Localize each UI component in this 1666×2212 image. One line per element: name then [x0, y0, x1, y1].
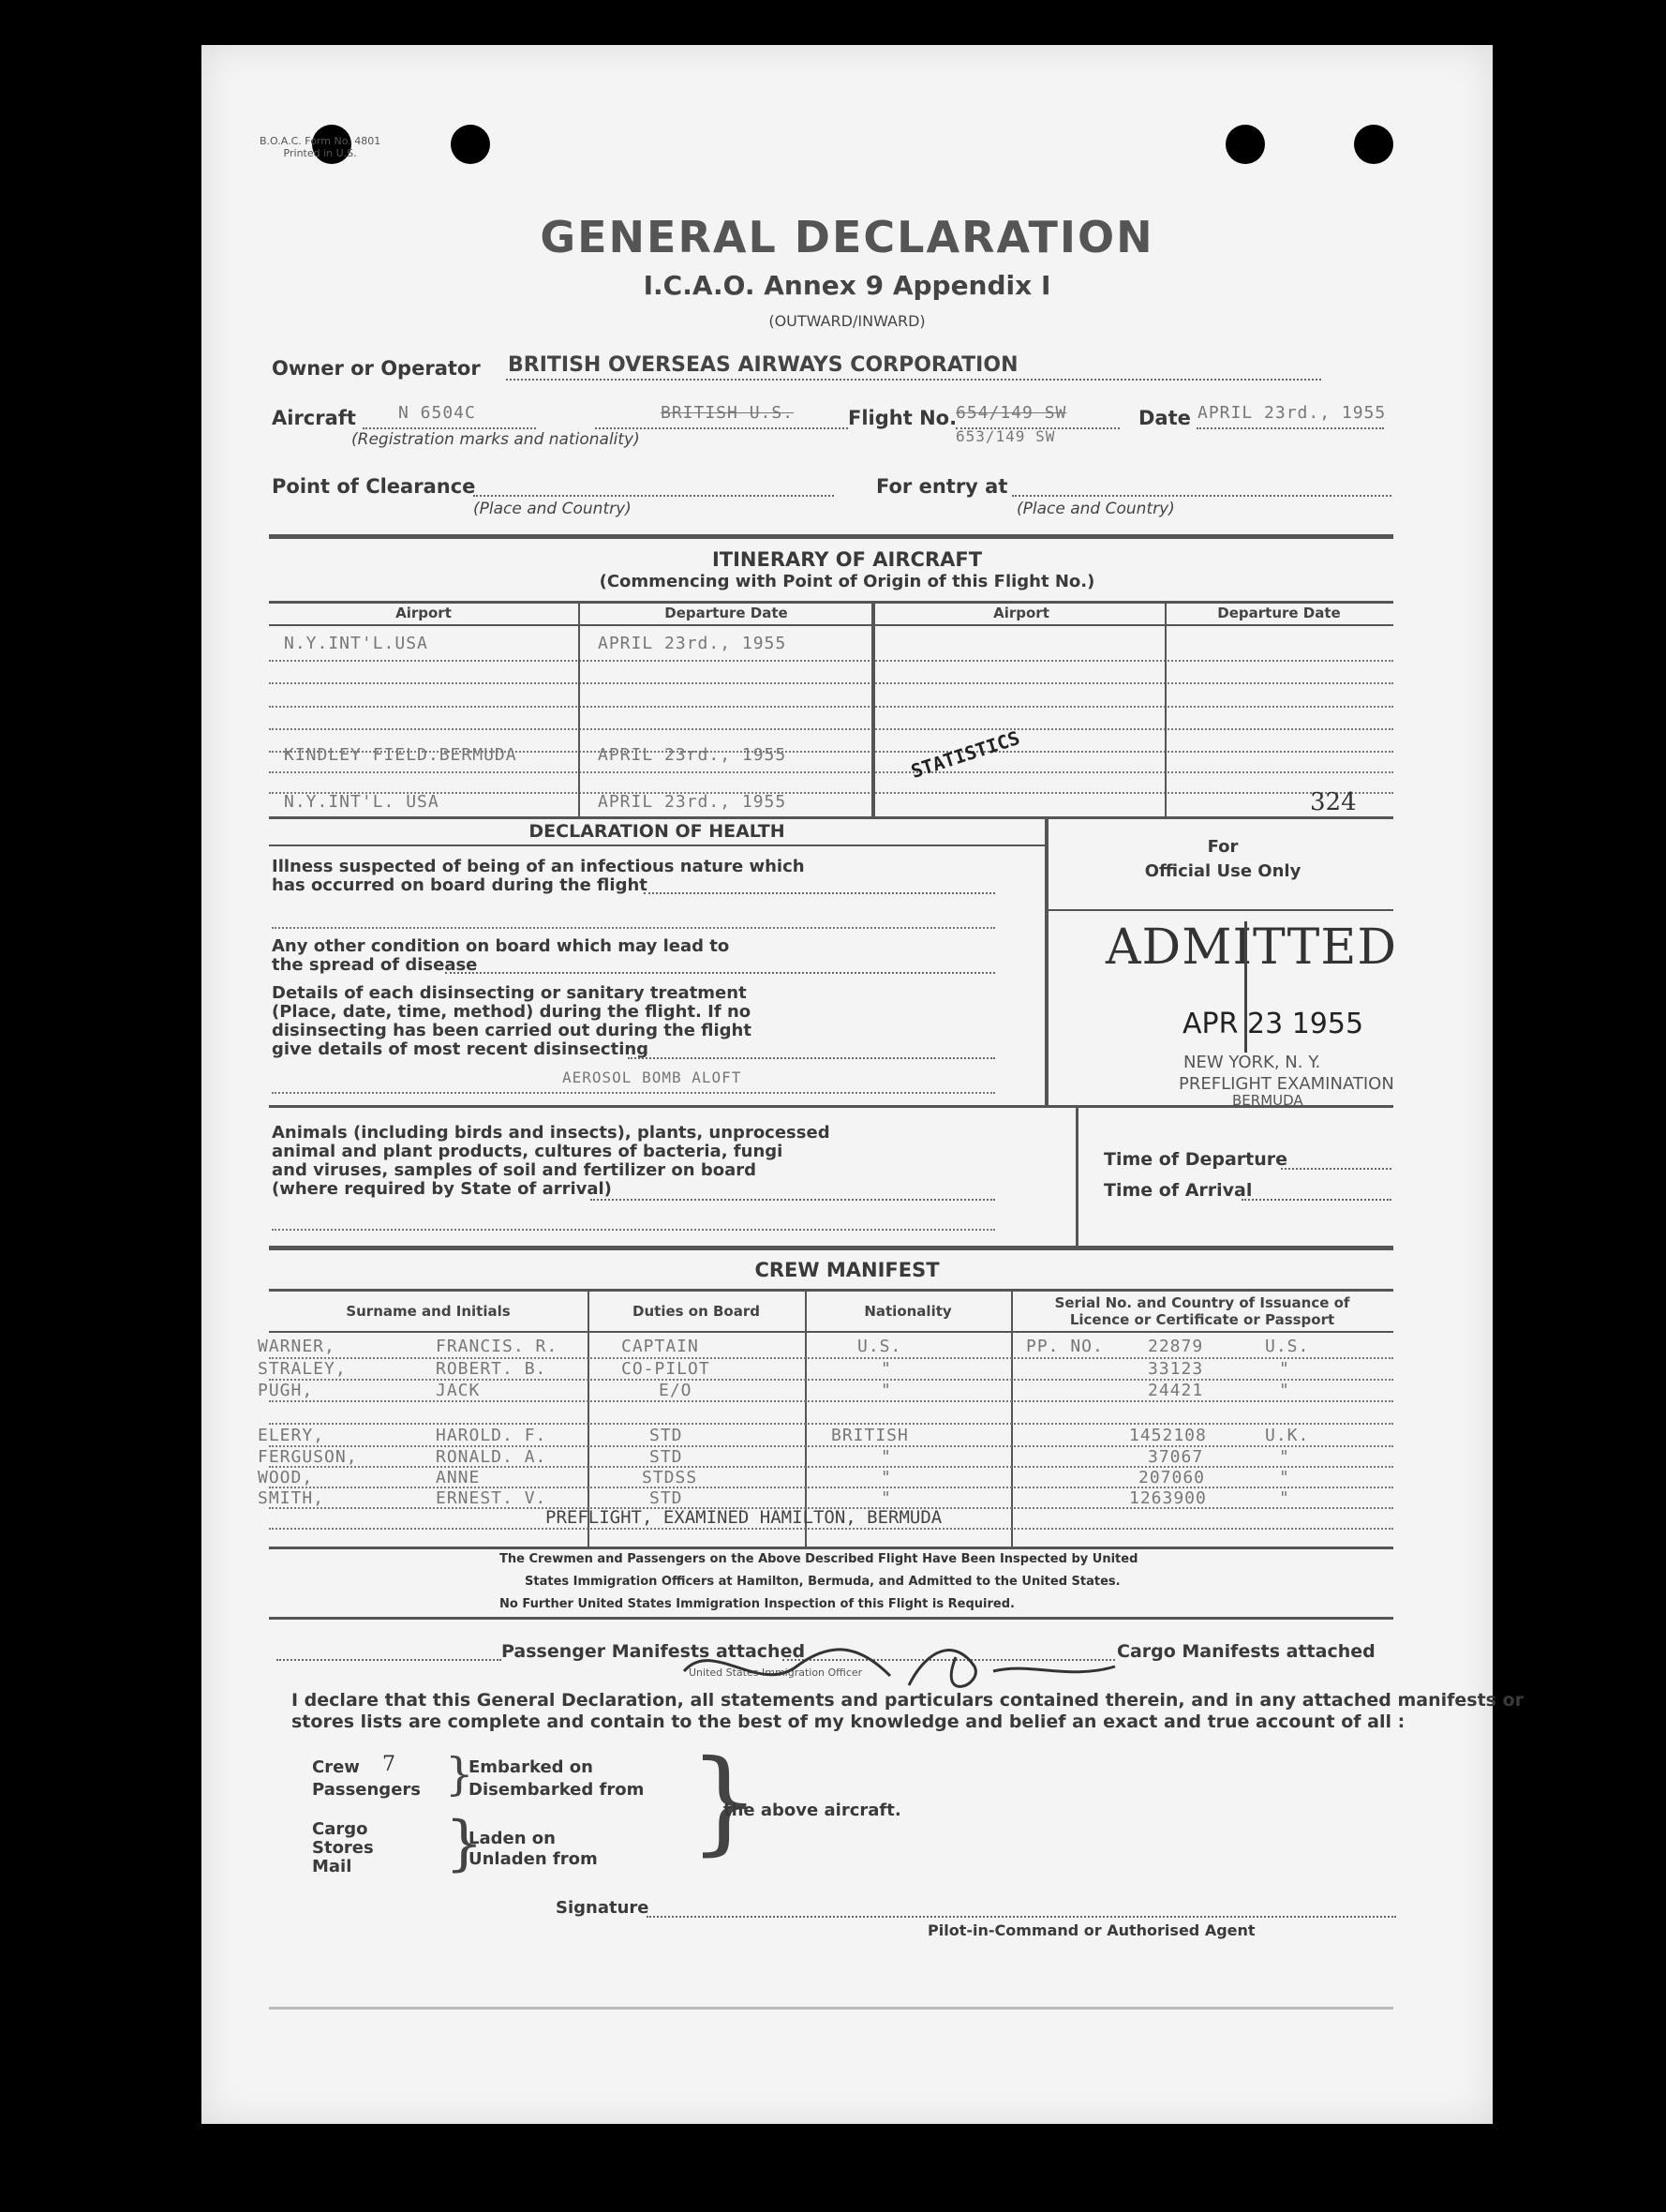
- crew-nationality: BRITISH: [831, 1426, 909, 1445]
- stores-label: Stores: [312, 1838, 374, 1858]
- crew-country: ": [1279, 1468, 1290, 1487]
- admitted-city: NEW YORK, N. Y.: [1183, 1053, 1321, 1072]
- flight-label: Flight No.: [848, 407, 958, 429]
- crew-country: ": [1279, 1488, 1290, 1508]
- aircraft-label: Aircraft: [272, 407, 356, 429]
- crew-country: ": [1279, 1359, 1290, 1379]
- signature-label: Signature: [556, 1898, 649, 1918]
- preflight-stamp: PREFLIGHT, EXAMINED HAMILTON, BERMUDA: [545, 1507, 943, 1528]
- health-q1-line2: has occurred on board during the flight: [272, 875, 647, 895]
- crew-duty: E/O: [659, 1381, 692, 1400]
- flight-number-struck: 654/149 SW: [956, 403, 1067, 423]
- declaration-line2: stores lists are complete and contain to the best of my knowledge and belief an exact and true account of all :: [291, 1711, 1406, 1732]
- crew-nationality: ": [881, 1381, 892, 1400]
- crew-duty: STDSS: [642, 1468, 698, 1487]
- health-q2: [272, 937, 729, 975]
- crew-given-name: RONALD. A.: [436, 1447, 547, 1467]
- health-q4-line4: (where required by State of arrival): [272, 1179, 612, 1199]
- crew-duty: CAPTAIN: [621, 1337, 699, 1356]
- health-q4-line3: and viruses, samples of soil and fertilizer on board: [272, 1160, 757, 1180]
- health-q4: [272, 1124, 830, 1199]
- signature-note: Pilot-in-Command or Authorised Agent: [928, 1921, 1256, 1939]
- crew-country: U.S.: [1265, 1337, 1310, 1356]
- large-brace-icon: }: [689, 1737, 761, 1867]
- inspection-line3: No Further United States Immigration Inspection of this Flight is Required.: [499, 1597, 1015, 1611]
- immigration-officer-label: United States Immigration Officer: [689, 1666, 863, 1679]
- col-serial-line1: Serial No. and Country of Issuance of: [1054, 1294, 1350, 1311]
- punch-hole: [1354, 125, 1393, 164]
- date-label: Date: [1138, 407, 1191, 429]
- crew-serial: 37067: [1148, 1447, 1204, 1467]
- admitted-place: BERMUDA: [1232, 1092, 1303, 1109]
- passenger-manifest-label: Passenger Manifests attached: [501, 1641, 806, 1662]
- crew-duty: STD: [649, 1426, 683, 1445]
- health-q1: [272, 858, 805, 895]
- crew-serial: 22879: [1148, 1337, 1204, 1356]
- crew-surname: PUGH,: [258, 1381, 314, 1400]
- itinerary-row-3-airport: N.Y.INT'L. USA: [284, 792, 439, 812]
- clearance-place-note: (Place and Country): [473, 500, 632, 518]
- itinerary-row-1-date: APRIL 23rd., 1955: [598, 634, 787, 653]
- col-airport-2: Airport: [993, 605, 1049, 621]
- form-number: [260, 135, 380, 159]
- printed-in-text: Printed in U.S.: [283, 147, 357, 159]
- owner-label: Owner or Operator: [272, 357, 481, 380]
- laden-label: Laden on: [469, 1829, 556, 1848]
- crew-given-name: ROBERT. B.: [436, 1359, 547, 1379]
- health-q3-line1: Details of each disinsecting or sanitary treatment: [272, 983, 747, 1003]
- crew-count: 7: [382, 1753, 395, 1776]
- entry-place-note: (Place and Country): [1017, 500, 1175, 518]
- crew-country: U.K.: [1265, 1426, 1310, 1445]
- declaration-form: [201, 45, 1525, 2124]
- itinerary-row-2-date: APRIL 23rd., 1955: [598, 745, 787, 765]
- col-surname: Surname and Initials: [346, 1303, 511, 1320]
- crew-given-name: HAROLD. F.: [436, 1426, 547, 1445]
- disinsecting-answer: AEROSOL BOMB ALOFT: [562, 1069, 742, 1086]
- crew-nationality: ": [881, 1488, 892, 1508]
- admitted-date: APR 23 1955: [1183, 1008, 1364, 1040]
- crew-manifest-title: CREW MANIFEST: [754, 1259, 940, 1281]
- owner-value: BRITISH OVERSEAS AIRWAYS CORPORATION: [508, 353, 1019, 377]
- disembarked-label: Disembarked from: [469, 1780, 645, 1800]
- crew-serial: 207060: [1138, 1468, 1206, 1487]
- crew-serial: 1452108: [1129, 1426, 1207, 1445]
- official-use-label: Official Use Only: [1144, 861, 1302, 881]
- form-title: GENERAL DECLARATION: [540, 212, 1154, 262]
- crew-surname: WOOD,: [258, 1468, 314, 1487]
- health-q3-line4: give details of most recent disinsecting: [272, 1039, 649, 1059]
- crew-nationality: U.S.: [857, 1337, 902, 1356]
- crew-surname: ELERY,: [258, 1426, 325, 1445]
- crew-serial-prefix: PP. NO.: [1026, 1337, 1104, 1356]
- inspection-line2: States Immigration Officers at Hamilton, Bermuda, and Admitted to the United States.: [525, 1575, 1121, 1589]
- col-serial-line2: Licence or Certificate or Passport: [1069, 1311, 1335, 1328]
- crew-given-name: ERNEST. V.: [436, 1488, 547, 1508]
- itinerary-row-1-airport: N.Y.INT'L.USA: [284, 634, 428, 653]
- health-q4-line2: animal and plant products, cultures of bacteria, fungi: [272, 1142, 783, 1161]
- punch-hole: [451, 125, 490, 164]
- health-q3: [272, 984, 751, 1059]
- cargo-manifest-label: Cargo Manifests attached: [1117, 1641, 1376, 1662]
- crew-serial: 33123: [1148, 1359, 1204, 1379]
- crew-nationality: ": [881, 1359, 892, 1379]
- crew-duty: STD: [649, 1488, 683, 1508]
- time-of-departure-label: Time of Departure: [1104, 1149, 1288, 1170]
- punch-hole: [1226, 125, 1265, 164]
- unladen-label: Unladen from: [469, 1849, 598, 1869]
- col-nationality: Nationality: [864, 1303, 952, 1320]
- aircraft-nationality: BRITISH U.S.: [661, 403, 795, 423]
- direction-note: (OUTWARD/INWARD): [768, 312, 926, 330]
- crew-nationality: ": [881, 1468, 892, 1487]
- crew-given-name: JACK: [436, 1381, 481, 1400]
- crew-serial: 24421: [1148, 1381, 1204, 1400]
- for-label: For: [1207, 837, 1239, 857]
- crew-given-name: ANNE: [436, 1468, 481, 1487]
- mail-label: Mail: [312, 1857, 352, 1876]
- crew-label: Crew: [312, 1757, 360, 1777]
- crew-serial: 1263900: [1129, 1488, 1207, 1508]
- col-duties: Duties on Board: [632, 1303, 760, 1320]
- health-title: DECLARATION OF HEALTH: [528, 821, 785, 842]
- health-q1-line1: Illness suspected of being of an infectious nature which: [272, 857, 805, 876]
- crew-surname: FERGUSON,: [258, 1447, 358, 1467]
- crew-duty: CO-PILOT: [621, 1359, 710, 1379]
- col-airport-1: Airport: [395, 605, 452, 621]
- time-of-arrival-label: Time of Arrival: [1104, 1180, 1253, 1201]
- itinerary-title: ITINERARY OF AIRCRAFT: [711, 548, 983, 571]
- crew-country: ": [1279, 1381, 1290, 1400]
- health-q3-line2: (Place, date, time, method) during the flight. If no: [272, 1002, 751, 1022]
- declaration-line1: I declare that this General Declaration, all statements and particulars contained therein, and in any attached manifests or: [291, 1690, 1525, 1711]
- registration-note: (Registration marks and nationality): [351, 430, 640, 449]
- point-of-clearance-label: Point of Clearance: [272, 475, 476, 498]
- brace-icon: }: [445, 1809, 483, 1878]
- cargo-label: Cargo: [312, 1819, 368, 1839]
- col-departure-1: Departure Date: [664, 605, 788, 621]
- date-value: APRIL 23rd., 1955: [1197, 403, 1387, 423]
- crew-surname: SMITH,: [258, 1488, 325, 1508]
- health-q2-line2: the spread of disease: [272, 955, 478, 975]
- crew-surname: WARNER,: [258, 1337, 335, 1356]
- aircraft-registration: N 6504C: [398, 403, 476, 423]
- the-above-aircraft-label: the above aircraft.: [723, 1801, 901, 1820]
- inspection-line1: The Crewmen and Passengers on the Above Described Flight Have Been Inspected by United: [499, 1552, 1138, 1566]
- crew-nationality: ": [881, 1447, 892, 1467]
- embarked-label: Embarked on: [469, 1757, 593, 1777]
- health-q4-line1: Animals (including birds and insects), plants, unprocessed: [272, 1123, 830, 1143]
- crew-given-name: FRANCIS. R.: [436, 1337, 558, 1356]
- col-serial: [1011, 1294, 1393, 1328]
- entry-at-label: For entry at: [876, 475, 1008, 498]
- flight-number: 653/149 SW: [956, 427, 1056, 445]
- passengers-label: Passengers: [312, 1780, 421, 1800]
- crew-duty: STD: [649, 1447, 683, 1467]
- itinerary-row-2-airport: KINDLEY FIELD.BERMUDA: [284, 745, 517, 765]
- col-departure-2: Departure Date: [1217, 605, 1341, 621]
- admitted-exam: PREFLIGHT EXAMINATION: [1179, 1074, 1394, 1094]
- health-q3-line3: disinsecting has been carried out during the flight: [272, 1021, 751, 1040]
- form-subtitle: I.C.A.O. Annex 9 Appendix I: [643, 270, 1051, 301]
- statistics-stamp: STATISTICS: [908, 725, 1023, 784]
- handwritten-number: 324: [1310, 788, 1357, 816]
- crew-country: ": [1279, 1447, 1290, 1467]
- itinerary-row-3-date: APRIL 23rd., 1955: [598, 792, 787, 812]
- health-q2-line1: Any other condition on board which may lead to: [272, 936, 730, 956]
- brace-icon: }: [445, 1748, 474, 1801]
- admitted-text: ADMITTED: [1106, 919, 1398, 976]
- crew-surname: STRALEY,: [258, 1359, 347, 1379]
- form-number-text: B.O.A.C. Form No. 4801: [260, 135, 381, 147]
- itinerary-subtitle: (Commencing with Point of Origin of this Flight No.): [599, 572, 1095, 591]
